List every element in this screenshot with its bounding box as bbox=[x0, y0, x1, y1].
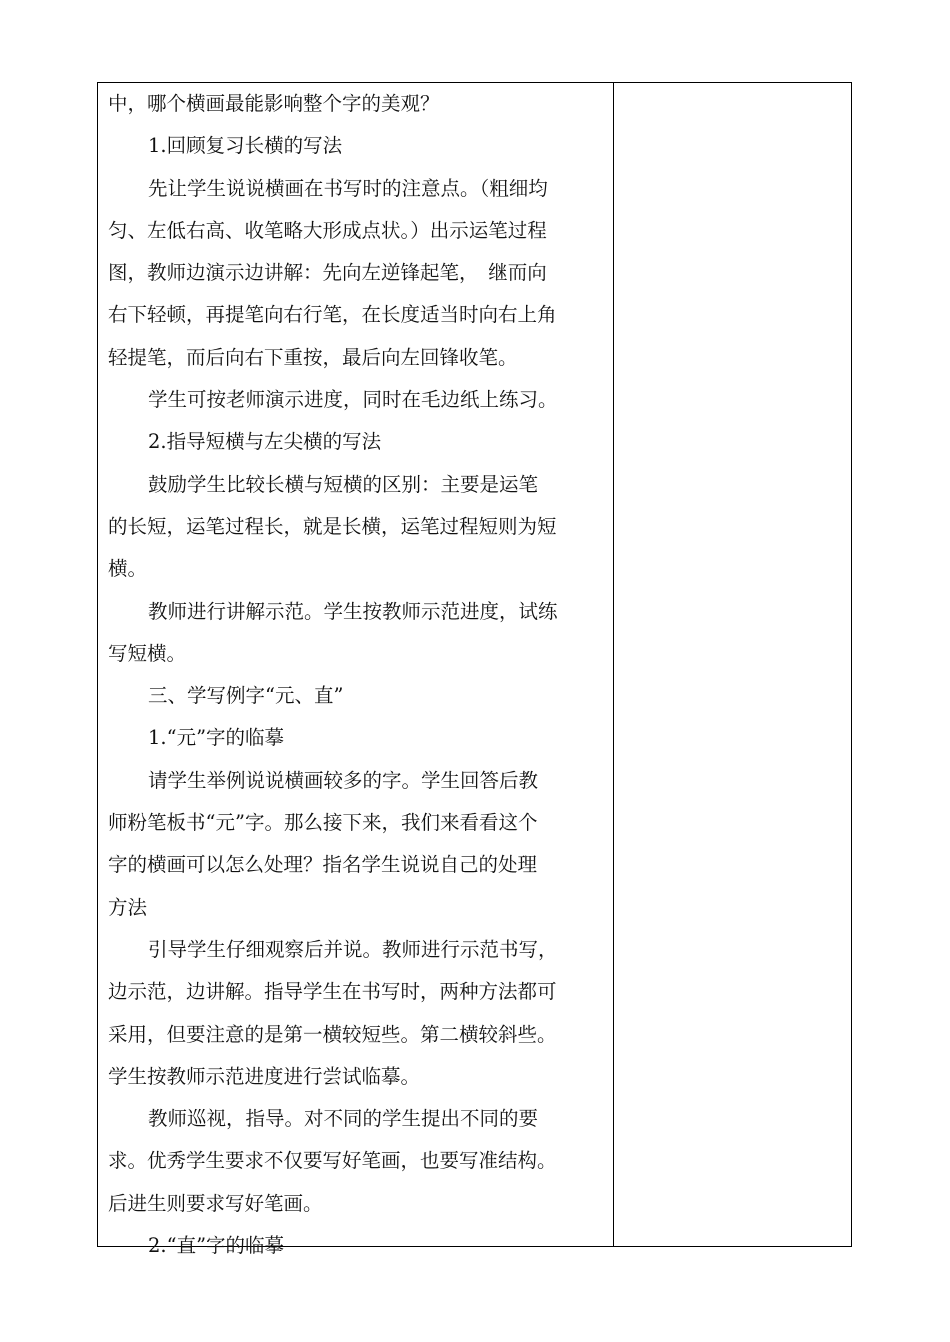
text-line: 1.“元”字的临摹 bbox=[148, 726, 285, 750]
text-line: 三、学写例字“元、直” bbox=[148, 684, 344, 708]
text-line: 2.“直”字的临摹 bbox=[148, 1234, 285, 1258]
text-line: 先让学生说说横画在书写时的注意点。（粗细均 bbox=[148, 176, 548, 200]
lesson-content-cell bbox=[108, 83, 608, 1267]
text-line: 学生按教师示范进度进行尝试临摹。 bbox=[108, 1064, 421, 1088]
text-line: 采用，但要注意的是第一横较短些。第二横较斜些。 bbox=[108, 1022, 557, 1046]
text-line: 边示范，边讲解。指导学生在书写时，两种方法都可 bbox=[108, 980, 557, 1004]
text-line: 图，教师边演示边讲解：先向左逆锋起笔， 继而向 bbox=[108, 261, 547, 285]
text-line: 后进生则要求写好笔画。 bbox=[108, 1191, 323, 1215]
text-line: 右下轻顿，再提笔向右行笔，在长度适当时向右上角 bbox=[108, 303, 557, 327]
text-line: 字的横画可以怎么处理？指名学生说说自己的处理 bbox=[108, 853, 538, 877]
text-line: 教师巡视，指导。对不同的学生提出不同的要 bbox=[148, 1107, 539, 1131]
text-line: 鼓励学生比较长横与短横的区别：主要是运笔 bbox=[148, 472, 539, 496]
text-line: 求。优秀学生要求不仅要写好笔画，也要写准结构。 bbox=[108, 1149, 557, 1173]
text-line: 匀、左低右高、收笔略大形成点状。）出示运笔过程 bbox=[108, 218, 547, 242]
text-line: 写短横。 bbox=[108, 641, 187, 665]
text-line: 横。 bbox=[108, 557, 148, 581]
notes-cell bbox=[614, 83, 851, 1246]
text-line: 的长短，运笔过程长，就是长横，运笔过程短则为短 bbox=[108, 514, 557, 538]
lesson-table bbox=[97, 82, 852, 1258]
text-line: 师粉笔板书“元”字。那么接下来，我们来看看这个 bbox=[108, 811, 538, 835]
text-line: 1.回顾复习长横的写法 bbox=[148, 134, 343, 158]
text-line: 2.指导短横与左尖横的写法 bbox=[148, 430, 382, 454]
text-line: 中，哪个横画最能影响整个字的美观？ bbox=[108, 92, 440, 115]
text-line: 方法 bbox=[108, 895, 148, 919]
text-line: 引导学生仔细观察后并说。教师进行示范书写， bbox=[148, 937, 558, 961]
text-line: 学生可按老师演示进度，同时在毛边纸上练习。 bbox=[148, 388, 558, 412]
text-line: 请学生举例说说横画较多的字。学生回答后教 bbox=[148, 768, 539, 792]
text-line: 轻提笔，而后向右下重按，最后向左回锋收笔。 bbox=[108, 345, 518, 369]
text-line: 教师进行讲解示范。学生按教师示范进度，试练 bbox=[148, 599, 558, 623]
